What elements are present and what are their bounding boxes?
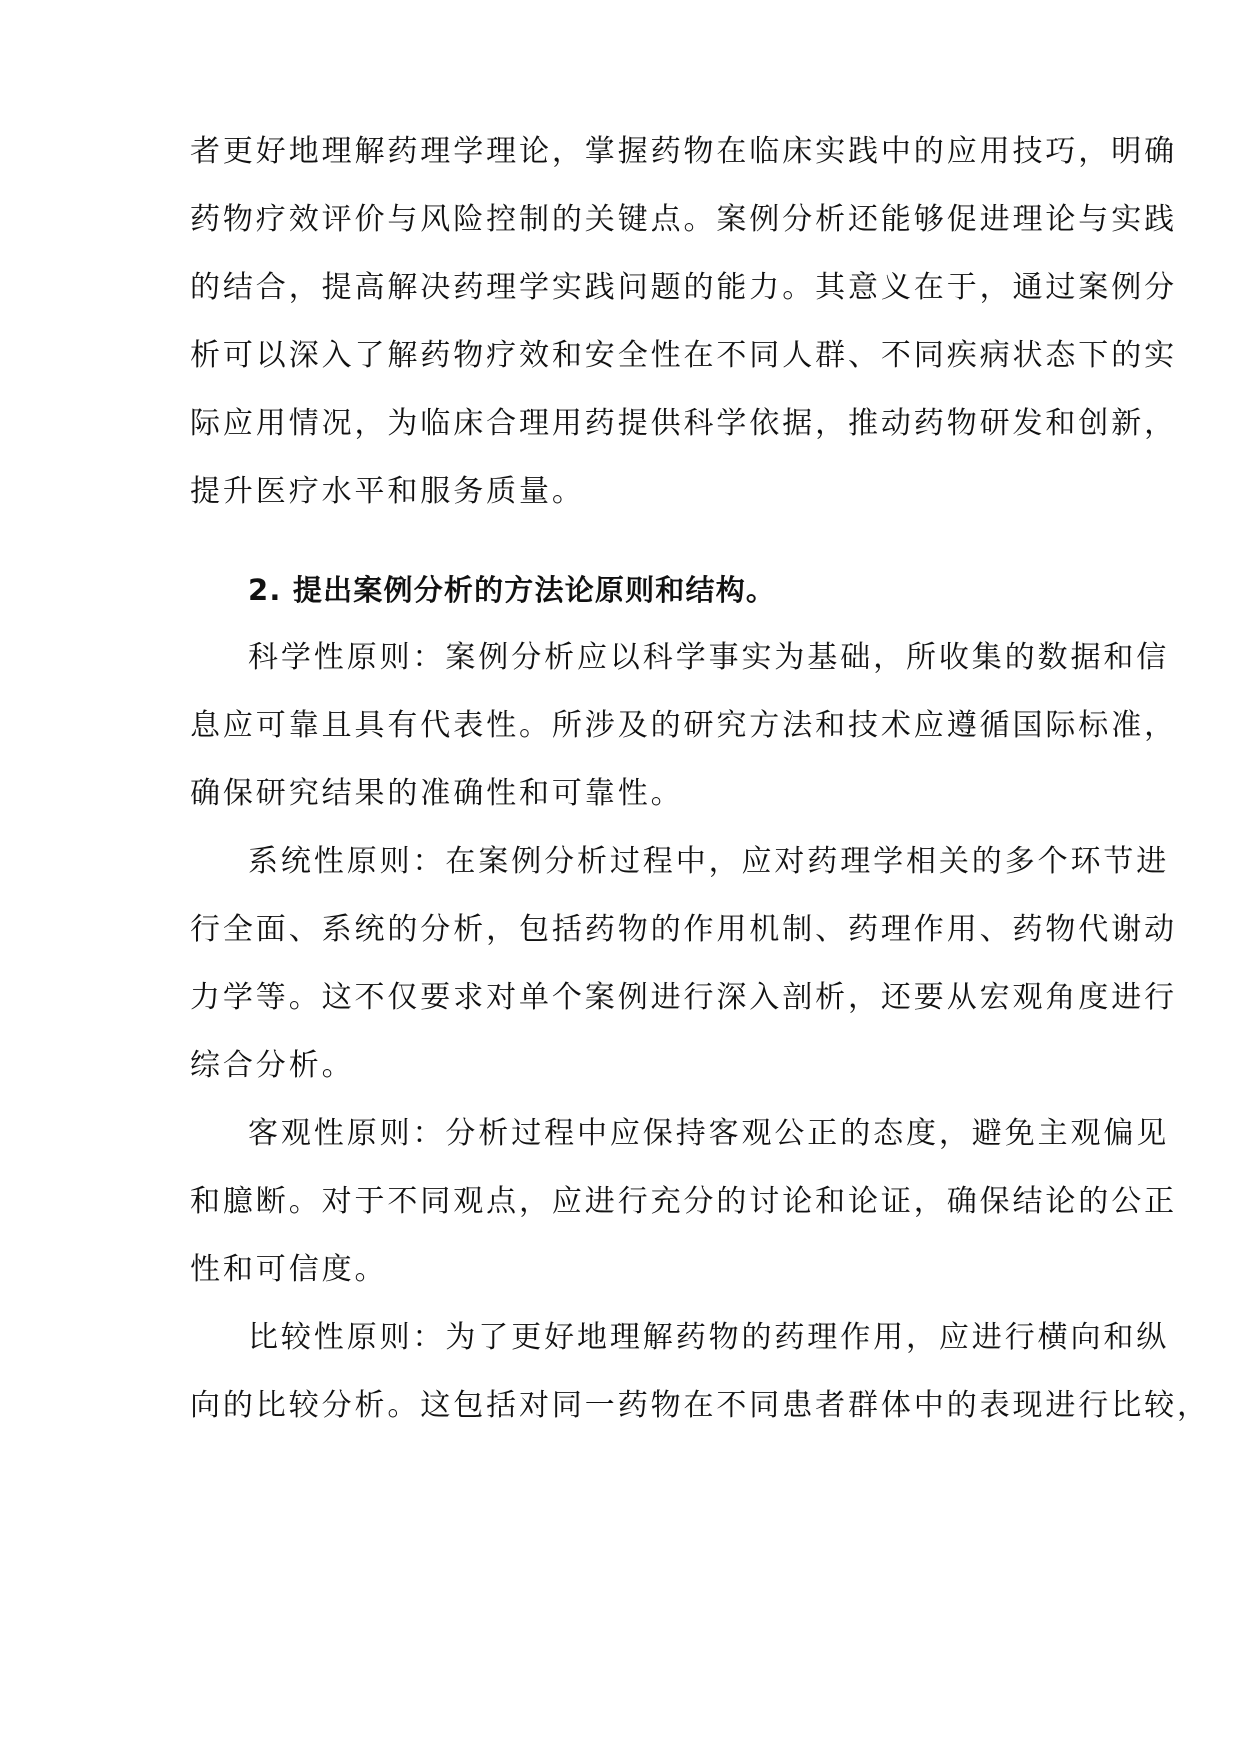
paragraph-line: 者更好地理解药理学理论，掌握药物在临床实践中的应用技巧，明确: [190, 134, 1177, 169]
paragraph-line: 析可以深入了解药物疗效和安全性在不同人群、不同疾病状态下的实: [190, 338, 1177, 373]
paragraph-line: 比较性原则：为了更好地理解药物的药理作用，应进行横向和纵: [248, 1320, 1170, 1355]
paragraph-line: 和臆断。对于不同观点，应进行充分的讨论和论证，确保结论的公正: [190, 1184, 1177, 1219]
paragraph-line: 确保研究结果的准确性和可靠性。: [190, 776, 684, 811]
paragraph-line: 行全面、系统的分析，包括药物的作用机制、药理作用、药物代谢动: [190, 912, 1177, 947]
paragraph-line: 际应用情况，为临床合理用药提供科学依据，推动药物研发和创新，: [190, 406, 1177, 441]
paragraph-line: 力学等。这不仅要求对单个案例进行深入剖析，还要从宏观角度进行: [190, 980, 1177, 1015]
paragraph-line: 提升医疗水平和服务质量。: [190, 474, 585, 509]
paragraph-line: 性和可信度。: [190, 1252, 388, 1287]
paragraph-line: 客观性原则：分析过程中应保持客观公正的态度，避免主观偏见: [248, 1116, 1170, 1151]
section-heading: 2. 提出案例分析的方法论原则和结构。: [248, 573, 777, 607]
paragraph-line: 息应可靠且具有代表性。所涉及的研究方法和技术应遵循国际标准，: [190, 708, 1177, 743]
paragraph-line: 科学性原则：案例分析应以科学事实为基础，所收集的数据和信: [248, 640, 1170, 675]
paragraph-line: 综合分析。: [190, 1048, 355, 1083]
paragraph-line: 的结合，提高解决药理学实践问题的能力。其意义在于，通过案例分: [190, 270, 1177, 305]
paragraph-line: 向的比较分析。这包括对同一药物在不同患者群体中的表现进行比较，: [190, 1388, 1210, 1423]
paragraph-line: 系统性原则：在案例分析过程中，应对药理学相关的多个环节进: [248, 844, 1170, 879]
paragraph-line: 药物疗效评价与风险控制的关键点。案例分析还能够促进理论与实践: [190, 202, 1177, 237]
